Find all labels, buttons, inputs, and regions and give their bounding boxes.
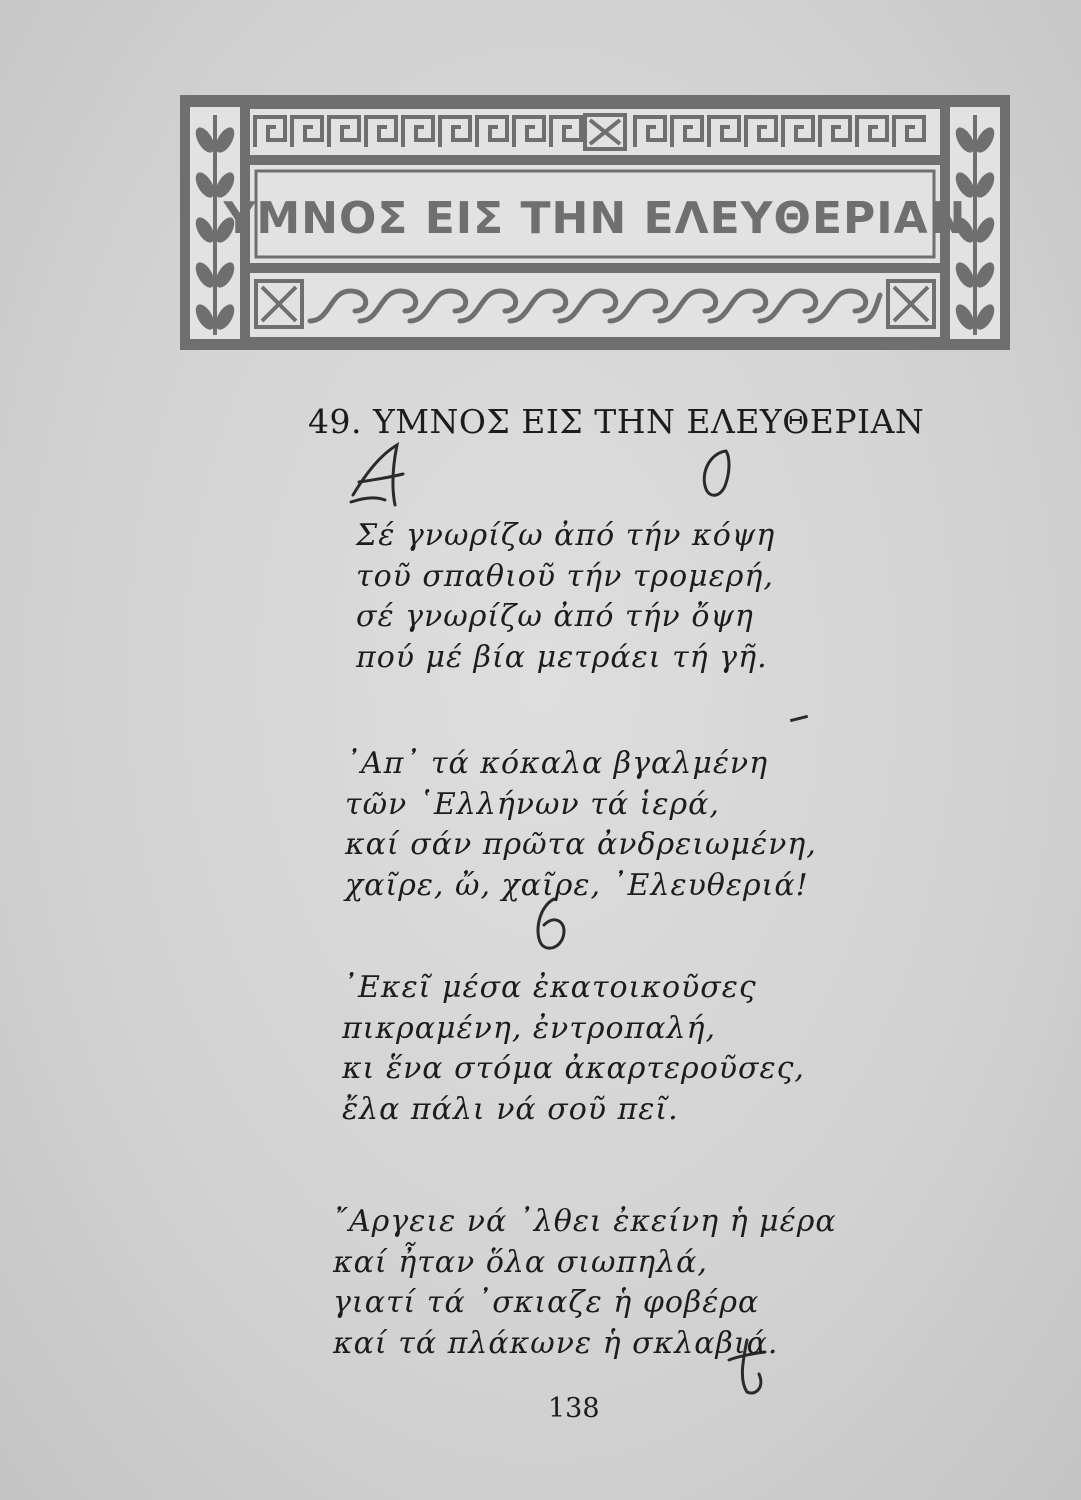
verse-line: Σέ γνωρίζω ἀπό τήν κόψη bbox=[356, 518, 776, 553]
stanza-2 bbox=[345, 744, 817, 906]
verse-line: ῎Αργειε νά ᾿λθει ἐκείνη ἡ μέρα bbox=[333, 1204, 837, 1239]
bleed-through-shadow bbox=[200, 690, 205, 709]
banner-ornament bbox=[180, 95, 1010, 350]
verse-line: τῶν ῾Ελλήνων τά ἱερά, bbox=[345, 786, 720, 822]
handwritten-annotation-o bbox=[690, 445, 740, 505]
verse-line: χαῖρε, ὤ, χαῖρε, ᾿Ελευθεριά! bbox=[345, 867, 809, 903]
decorative-title-banner bbox=[180, 95, 1010, 350]
verse-line: γιατί τά ᾿σκιαζε ἡ φοβέρα bbox=[333, 1285, 760, 1320]
verse-line: σέ γνωρίζω ἀπό τήν ὄψη bbox=[356, 599, 754, 634]
poem-heading bbox=[308, 402, 925, 441]
verse-line: ᾿Απ᾿ τά κόκαλα βγαλμένη bbox=[345, 746, 769, 781]
verse-line: ᾿Εκεῖ μέσα ἐκατοικοῦσες bbox=[342, 970, 757, 1005]
verse-line: πού μέ βία μετράει τή γῆ. bbox=[356, 639, 768, 675]
verse-line: καί ἦταν ὅλα σιωπηλά, bbox=[333, 1244, 708, 1280]
stanza-4 bbox=[333, 1202, 837, 1364]
page-number: 138 bbox=[548, 1393, 600, 1424]
verse-line: κι ἕνα στόμα ἀκαρτεροῦσες, bbox=[342, 1051, 805, 1086]
stanza-3 bbox=[342, 968, 805, 1130]
verse-line: ἔλα πάλι νά σοῦ πεῖ. bbox=[342, 1091, 679, 1127]
handwritten-annotation-a bbox=[345, 440, 415, 510]
verse-line: καί τά πλάκωνε ἡ σκλαβιά. bbox=[333, 1325, 779, 1361]
verse-line: καί σάν πρῶτα ἀνδρειωμένη, bbox=[345, 827, 817, 862]
banner-title: ΥΜΝΟΣ ΕΙΣ ΤΗΝ ΕΛΕΥΘΕΡΙΑΝ bbox=[223, 193, 967, 244]
verse-line: τοῦ σπαθιοῦ τήν τρομερή, bbox=[356, 558, 774, 594]
verse-line: πικραμένη, ἐντροπαλή, bbox=[342, 1010, 717, 1046]
poem-title: ΥΜΝΟΣ ΕΙΣ ΤΗΝ ΕΛΕΥΘΕΡΙΑΝ bbox=[372, 402, 925, 441]
handwritten-dash bbox=[790, 715, 808, 722]
poem-number: 49. bbox=[308, 402, 362, 441]
stanza-1 bbox=[356, 516, 775, 678]
